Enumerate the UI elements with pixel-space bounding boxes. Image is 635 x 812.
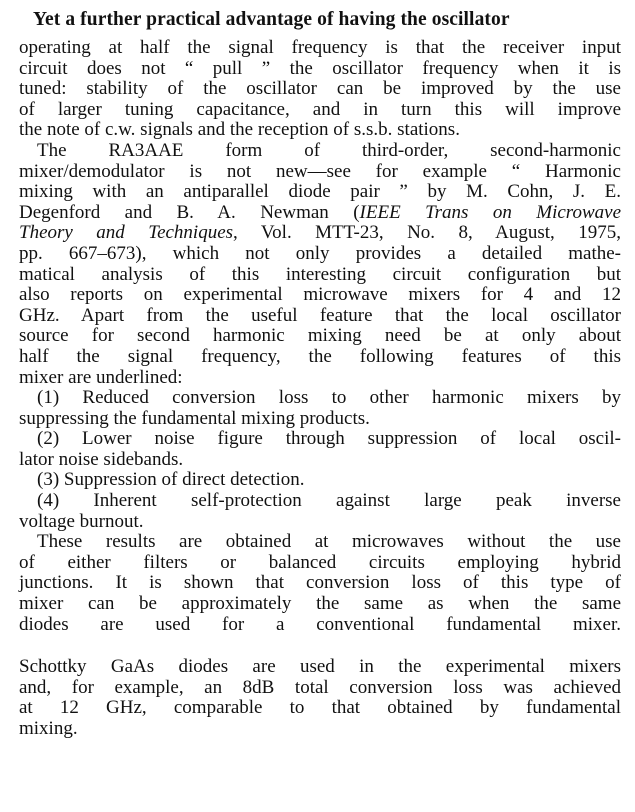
text-line: and, for example, an 8dB total conversion loss was achieved xyxy=(19,676,621,698)
text-line: the note of c.w. signals and the reception of s.s.b. stations. xyxy=(19,119,460,141)
feature-item-2 xyxy=(19,429,621,470)
paragraph-gap xyxy=(19,635,621,657)
text-line: suppressing the fundamental mixing products. xyxy=(19,407,370,429)
feature-item-3 xyxy=(19,470,621,491)
text-line: mixer are underlined: xyxy=(19,366,183,388)
text-line: at 12 GHz, comparable to that obtained by fundamental xyxy=(19,697,621,719)
feature-item-1 xyxy=(19,388,621,429)
text-run: Degenford and B. A. Newman ( xyxy=(19,201,360,223)
text-line: (4) Inherent self-protection against large peak inverse xyxy=(37,490,621,512)
text-line: lator noise sidebands. xyxy=(19,448,184,470)
text-line: These results are obtained at microwaves without the use xyxy=(37,531,621,553)
text-line: circuit does not “ pull ” the oscillator frequency when it is xyxy=(19,57,621,79)
feature-item-4 xyxy=(19,491,621,532)
text-line: mixing. xyxy=(19,718,78,739)
text-line: The RA3AAE form of third-order, second-harmonic xyxy=(37,139,621,161)
text-line: (3) Suppression of direct detection. xyxy=(37,469,305,491)
text-line: operating at half the signal frequency is that the receiver input xyxy=(19,37,621,58)
text-line: half the signal frequency, the following features of this xyxy=(19,345,621,367)
text-line: source for second harmonic mixing need be at only about xyxy=(19,325,621,347)
paragraph-oscillator-advantage xyxy=(19,38,621,141)
text-line xyxy=(19,223,621,244)
text-line: junctions. It is shown that conversion loss of this type of xyxy=(19,572,621,594)
journal-title-italic: Theory and Techniques xyxy=(19,222,234,244)
text-line: matical analysis of this interesting circuit configuration but xyxy=(19,263,621,285)
text-line: mixer can be approximately the same as when the same xyxy=(19,593,621,615)
text-line: (2) Lower noise figure through suppression of local oscil- xyxy=(37,428,621,450)
paragraph-results xyxy=(19,532,621,635)
text-line: GHz. Apart from the useful feature that the local oscillator xyxy=(19,304,621,326)
journal-title-italic: IEEE Trans on Microwave xyxy=(359,201,622,223)
text-line: pp. 667–673), which not only provides a detailed mathe- xyxy=(19,242,621,264)
text-line: mixer/demodulator is not new—see for example “ Harmonic xyxy=(19,160,621,182)
text-line: voltage burnout. xyxy=(19,510,144,532)
body-text xyxy=(19,38,621,740)
text-line: (1) Reduced conversion loss to other harmonic mixers by xyxy=(37,387,621,409)
paragraph-ra3aae-mixer xyxy=(19,141,621,388)
text-line: also reports on experimental microwave mixers for 4 and 12 xyxy=(19,284,621,306)
text-line xyxy=(19,203,621,224)
text-line: of either filters or balanced circuits employing hybrid xyxy=(19,551,621,573)
text-run: , Vol. MTT-23, No. 8, August, 1975, xyxy=(233,222,622,244)
section-heading: Yet a further practical advantage of having the oscillator xyxy=(33,9,510,30)
text-line: diodes are used for a conventional fundamental mixer. xyxy=(19,613,621,635)
text-line: mixing with an antiparallel diode pair ” by M. Cohn, J. E. xyxy=(19,181,621,203)
text-line: of larger tuning capacitance, and in turn this will improve xyxy=(19,98,621,120)
paragraph-schottky xyxy=(19,657,621,739)
text-line: tuned: stability of the oscillator can be improved by the use xyxy=(19,78,621,100)
text-line: Schottky GaAs diodes are used in the experimental mixers xyxy=(19,656,621,678)
